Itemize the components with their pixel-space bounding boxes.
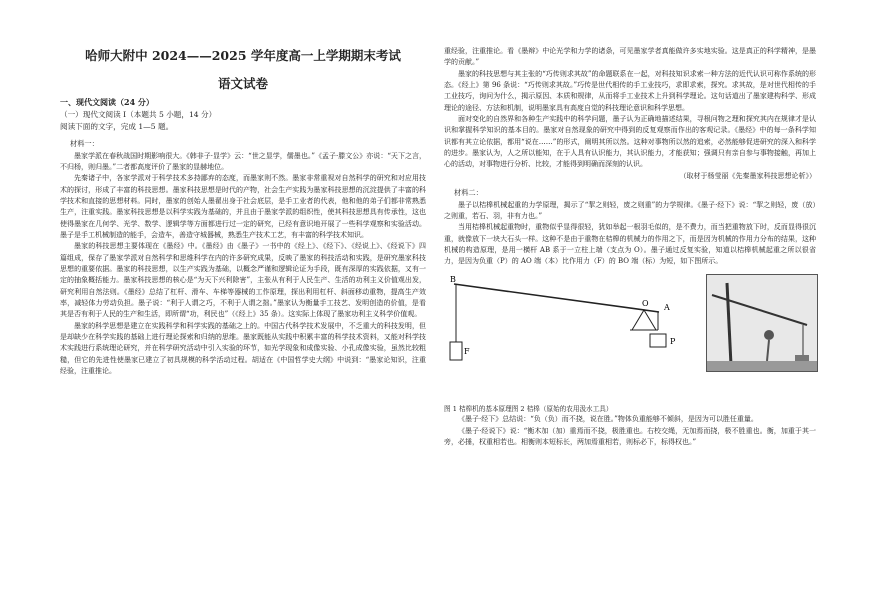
instruction-text: 阅读下面的文字，完成 1—5 题。 <box>60 122 174 131</box>
label-P: P <box>670 336 676 346</box>
figure-block <box>444 272 816 402</box>
subsection-heading: （一）现代文阅读 I（本题共 5 小题，14 分） <box>60 110 217 119</box>
paragraph: 墨子以桔槔机械起重的力学原理，揭示了“挈之则轻，废之则重”的力学规律。《墨子·经下》说：“挈之则轻，废（放）之则重，若石、羽，非有力也。” <box>444 200 816 220</box>
paragraph: 墨家的科技思想与其主张的“巧传则求其故”的命题联系在一起，对科技知识求索一种方法的近代认识可称作系统的形态。《经上》第 96 条说：“巧传则求其故。”巧传是世代相传的手工业技巧，求即求索，探究。求其故，是对世代相传的手工业技巧，询问为什么，揭示原因、本质和规律，从而将手工业技术上升到科学理论。这句话道出了墨家建构科学、形成理论的途径、方法和机制，说明墨家具有高度自觉的科技理论意识和科学思想。 <box>444 69 816 112</box>
paragraph: 先秦诸子中，各家学派对于科学技术多持鄙弃的态度，而墨家则不然。墨家非常重视对自然科学的研究和对应用技术的探讨，形成了丰富的科技思想。墨家科技思想是时代的产物，社会生产实践为墨家科技思想的沉淀提供了丰富的科学技术和直接的思想材料。同时，墨家的创始人墨翟出身于社会底层，是手工业者的代表，他和他的弟子们都非常熟悉生产，注重实践。墨家科技思想是以科学实践为基础的，并且由于墨家学派的组织性，使其科技思想具有传承性，这也使得墨家在几何学、光学、数学、逻辑学等方面都进行过一定的研究，已经有意识地开展了一些科学观察和实验活动。墨子是手工机械制造的能手，会造车，善造守城器械，熟悉生产技术工艺，有丰富的科学技术知识。 <box>60 174 426 239</box>
left-column <box>60 0 426 377</box>
label-O: O <box>642 298 649 308</box>
paragraph: 墨家的科技思想主要体现在《墨经》中。《墨经》由《墨子》一书中的《经上》、《经下》、《经说上》、《经说下》四篇组成，保存了墨家学派对自然科学和思维科学在内的许多研究成果，反映了墨家的科技活动和实践，是研究墨家科技思想的重要依据。墨家的科技思想，以生产实践为基础，以概念严谨和逻辑论证为手段，既有深厚的实践依据，又有一定的抽象概括能力。墨家科技思想的核心是“为天下兴利除害”，主张从有利于人民生产、生活的功利主义价值观出发，研究利用自然法则。《墨经》总结了杠杆、滑车、车梯等器械的工作原理，探出利用杠杆、斜面移动重物，提高生产效率，减轻体力劳动负担。墨子说：“利于人谓之巧，不利于人谓之拙。”墨家认为衡量手工技艺、发明创造的价值，是看其是否有利于人民的生产和生活，即所谓“功，利民也”（《经上》35 条）。这实际上体现了墨家功利主义科学价值观。 <box>60 242 426 319</box>
label-B: B <box>450 274 456 284</box>
paragraph: 《墨子·经说下》说：“衡木加（加）重焉而不挠，极胜重也。右校交绳，无加焉而挠，极不胜重也。衡，加重于其一旁，必捶，权重相若也。相衡则本短标长，两加焉重相若，则标必下，标得权也。” <box>444 426 816 446</box>
material-two-label: 材料二： <box>454 187 483 197</box>
lever-diagram <box>444 272 694 400</box>
well-sweep-illustration <box>706 274 818 372</box>
exam-title: 哈师大附中 2024——2025 学年度高一上学期期末考试 <box>85 48 401 63</box>
paragraph: 墨家学派在春秋战国时期影响很大。《韩非子·显学》云：“世之显学，儒墨也。”《孟子·滕文公》亦说：“天下之言，不归杨，则归墨。”二者都高度评价了墨家的显赫地位。 <box>60 151 426 171</box>
paragraph: 《墨子·经下》总结说：“负（负）而不挠，说在胜。”物体负重能够不倾斜，是因为可以胜任重量。 <box>458 415 758 424</box>
paragraph: 面对变化的自然界和各种生产实践中的科学问题，墨子认为正确地描述结果，寻根问物之理和探究其内在规律才是认识和掌握科学知识的基本目的。墨家对自然现象的研究中得到的反复观察而作出的客观记录。《墨经》中的每一条科学知识都有其立论依据，都用“说在……”的形式，阐明其所以然。这种对事物所以然的追索，必然能够促进研究的深入和科学的进步。墨家认为，人之所以能知，在于人具有认识能力，其认识能力，才能获知；强调只有亲自参与事物接触，再加上心的活动，对事物进行分析、比较，才能得到明确而深刻的认识。 <box>444 114 816 169</box>
section-heading: 一、现代文阅读（24 分） <box>60 97 154 107</box>
exam-subtitle: 语文试卷 <box>217 76 268 91</box>
label-A: A <box>664 302 670 312</box>
label-F: F <box>464 346 470 356</box>
material-one-label: 材料一： <box>70 139 99 148</box>
paragraph: 重经验，注重推论。看《墨辩》中论光学和力学的诸条，可见墨家学者真能做许多实地实验。这是真正的科学精神，是墨学的贡献。” <box>444 47 816 67</box>
paragraph: 当用桔槔机械起重物时，重物似乎显得很轻，犹如举起一根羽毛似的，是不费力，而当把重物放下时，反而显得很沉重，就像放下一块大石头一样。这种不是由于重物在桔槔的机械力的作用之下，而是因为机械的作用力分布的结果，这种机械的构造原理，是用一横杆 AB 系于一立柱上端（支点为 O）。墨子通过反复实验，知道以桔槔机械起重之所以很省力，是因为负重（P）的 AO 端（本）比作用力（F）的 BO 端（标）为短，如下图所示。 <box>444 223 816 266</box>
figure-caption: 图 1 桔槔机的基本原理图 2 桔槔（原始的农用汲水工具） <box>444 404 613 413</box>
right-column <box>444 0 816 448</box>
source-citation: （取材于杨莹丽《先秦墨家科技思想论析》） <box>679 171 816 180</box>
paragraph: 墨家的科学思想是建立在实践科学和科学实践的基础之上的。中国古代科学技术发展中，不乏重大的科技发明，但是却缺少在科学实践的基础上进行理论探索和归纳的思维。墨家既能从实践中积累丰富的科学技术资料，又能对科学技术实践进行系统理论研究，并在科学研究活动中引入实验的环节，如光学现象和成像实验、小孔成像实验，虽然比较粗糙，但它的先进性使墨家已建立了初具规模的科学活动过程。胡适在《中国哲学史大纲》中说到：“墨家论知识，注重经验，注重推论。 <box>60 321 426 375</box>
